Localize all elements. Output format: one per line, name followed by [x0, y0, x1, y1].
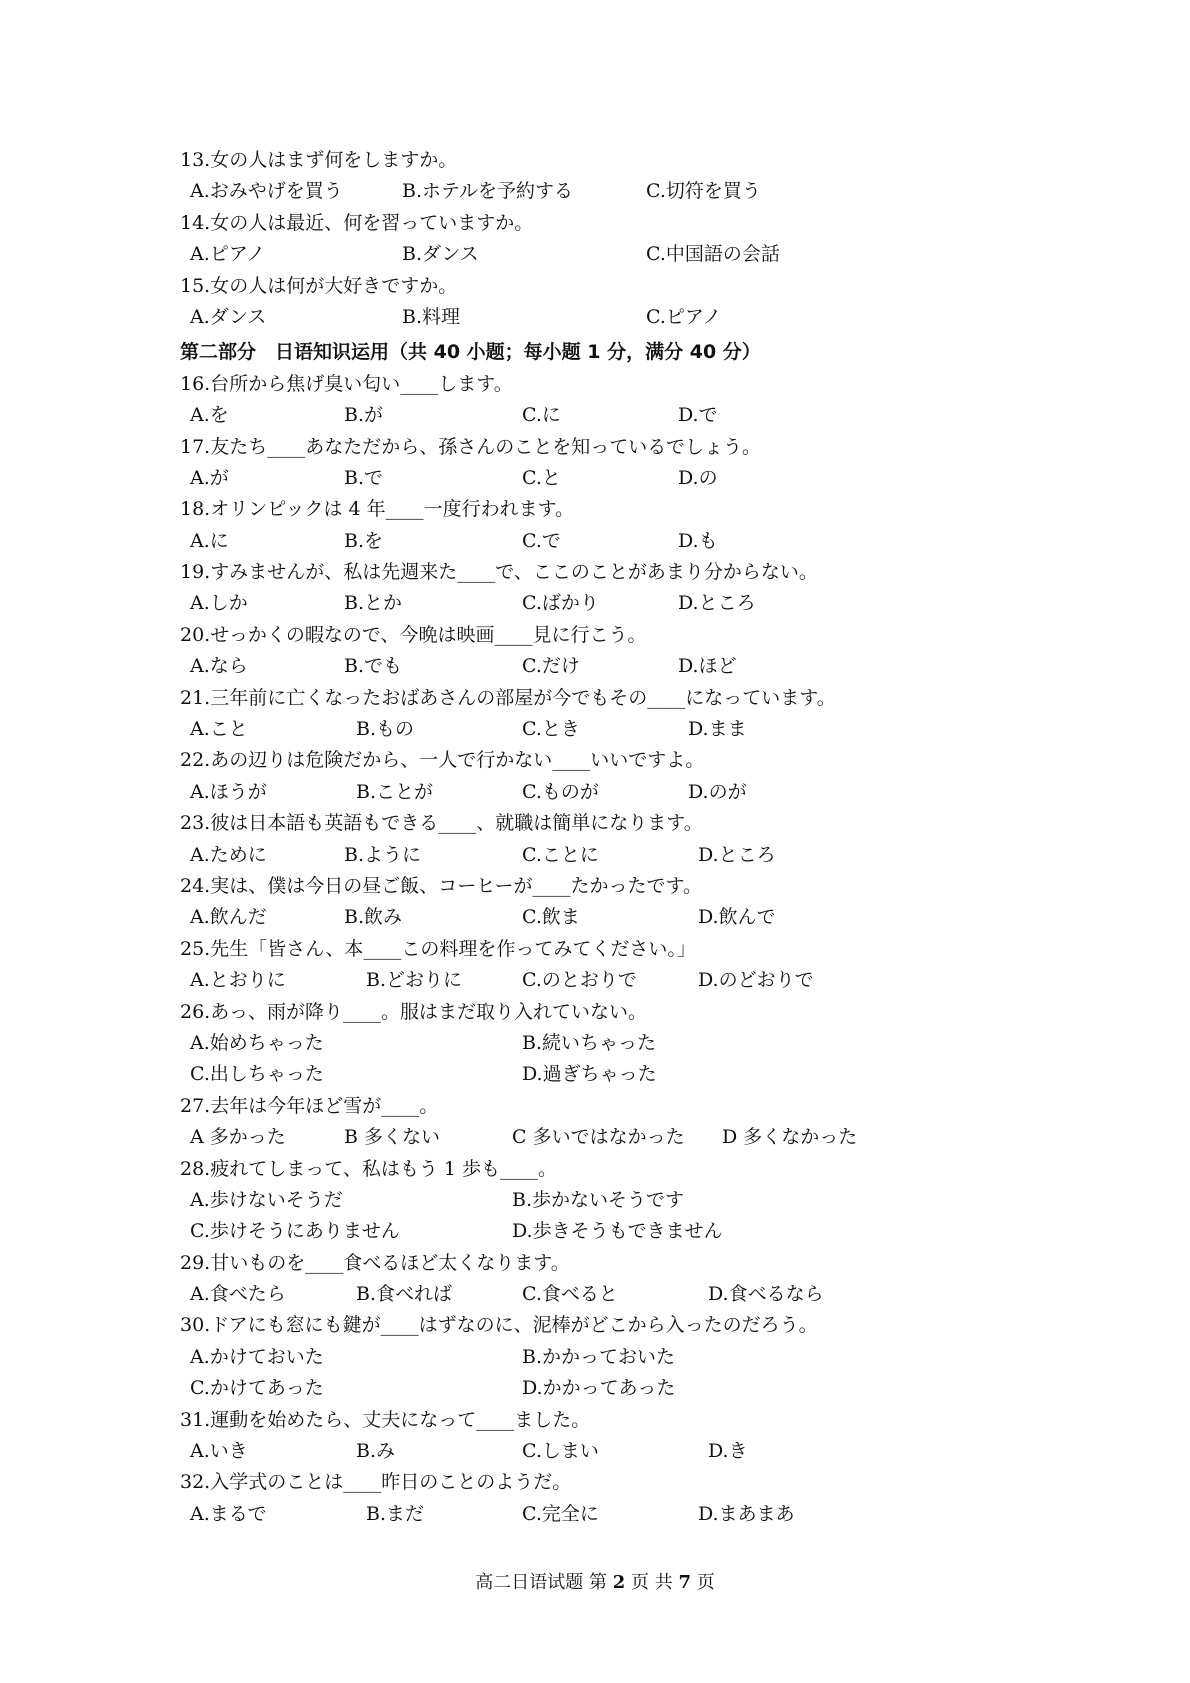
option-a: A.なら [190, 655, 248, 678]
option-a: A.こと [190, 718, 248, 741]
footer-prefix: 高二日语试题 第 [475, 1572, 613, 1593]
question-32: 32.入学式のことは____昨日のことのようだ。 [180, 1471, 572, 1494]
option-a: A.を [190, 404, 229, 427]
options-31 [180, 1436, 1080, 1467]
option-d: D.歩きそうもできません [512, 1220, 723, 1243]
option-c: C.ものが [522, 780, 599, 803]
option-d: D.で [678, 404, 718, 427]
option-b: B.まだ [366, 1502, 425, 1525]
option-b: B.ことが [356, 780, 434, 803]
options-13 [180, 176, 1080, 207]
options-26-row-2 [180, 1059, 1080, 1090]
question-22: 22.あの辺りは危険だから、一人で行かない____いいですよ。 [180, 749, 705, 772]
option-a: A.が [190, 466, 229, 489]
option-d: D.ところ [678, 592, 756, 615]
question-26: 26.あっ、雨が降り____。服はまだ取り入れていない。 [180, 1000, 648, 1023]
option-b: B.を [344, 529, 384, 552]
question-13: 13.女の人はまず何をしますか。 [180, 149, 458, 171]
section-heading: 第二部分 日语知识运用（共 40 小题；每小题 1 分，满分 40 分） [180, 341, 761, 364]
option-d: D.かかってあった [522, 1377, 676, 1400]
question-20: 20.せっかくの暇なので、今晩は映画____見に行こう。 [180, 623, 647, 646]
option-a: A.おみやげを買う [190, 180, 343, 203]
options-18 [180, 526, 1080, 557]
question-27: 27.去年は今年ほど雪が____。 [180, 1094, 439, 1117]
option-a: A 多かった [190, 1126, 286, 1149]
option-c: C.ピアノ [646, 305, 722, 328]
options-29 [180, 1279, 1080, 1310]
options-24 [180, 902, 1080, 933]
option-c: C.かけてあった [190, 1377, 324, 1400]
option-c: C.ことに [522, 843, 599, 866]
option-b: B.どおりに [366, 969, 463, 992]
option-d: D.ほど [678, 655, 737, 678]
option-a: A.かけておいた [190, 1345, 324, 1368]
question-21: 21.三年前に亡くなったおばあさんの部屋が今でもその____になっています。 [180, 686, 836, 709]
option-b: B.かかっておいた [522, 1345, 676, 1368]
options-25 [180, 965, 1080, 996]
option-b: B.続いちゃった [522, 1031, 657, 1054]
options-23 [180, 840, 1080, 871]
options-27 [180, 1122, 1080, 1153]
option-b: B.ホテルを予約する [402, 180, 574, 203]
option-d: D.食べるなら [708, 1283, 824, 1306]
option-c: C.だけ [522, 655, 580, 678]
option-b: B.歩かないそうです [512, 1188, 685, 1211]
footer-total-pages: 7 [678, 1572, 691, 1593]
option-b: B.とか [344, 592, 403, 615]
option-d: D.の [678, 466, 718, 489]
options-17 [180, 463, 1080, 494]
options-22 [180, 777, 1080, 808]
question-25: 25.先生「皆さん、本____この料理を作ってみてください。」 [180, 937, 696, 960]
question-23: 23.彼は日本語も英語もできる____、就職は簡単になります。 [180, 812, 703, 835]
option-c: C.しまい [522, 1440, 599, 1463]
options-15 [180, 302, 1080, 333]
options-21 [180, 714, 1080, 745]
option-b: B.飲み [344, 906, 403, 929]
option-b: B.料理 [402, 305, 461, 328]
option-b: B.ように [344, 843, 422, 866]
option-d: D.飲んで [698, 906, 776, 929]
option-a: A.飲んだ [190, 906, 267, 929]
options-32 [180, 1499, 1080, 1530]
option-d: D 多くなかった [722, 1126, 858, 1149]
option-d: D.も [678, 529, 718, 552]
option-d: D.まま [688, 718, 747, 741]
option-a: A.いき [190, 1440, 248, 1463]
options-28-row-2 [180, 1216, 1080, 1247]
option-c: C.と [522, 466, 561, 489]
question-24: 24.実は、僕は今日の昼ご飯、コーヒーが____たかったです。 [180, 874, 702, 897]
question-30: 30.ドアにも窓にも鍵が____はずなのに、泥棒がどこから入ったのだろう。 [180, 1314, 818, 1337]
question-28: 28.疲れてしまって、私はもう 1 歩も____。 [180, 1157, 558, 1180]
option-a: A.始めちゃった [190, 1031, 324, 1054]
option-c: C.歩けそうにありません [190, 1220, 400, 1243]
footer-suffix: 页 [690, 1572, 715, 1593]
footer-mid: 页 共 [625, 1572, 679, 1593]
options-26-row-1 [180, 1028, 1080, 1059]
question-16: 16.台所から焦げ臭い匂い____します。 [180, 372, 513, 395]
option-a: A.ダンス [190, 305, 267, 328]
option-a: A.まるで [190, 1502, 267, 1525]
option-b: B 多くない [344, 1126, 441, 1149]
options-14 [180, 239, 1080, 270]
option-a: A.歩けないそうだ [190, 1188, 343, 1211]
option-a: A.ピアノ [190, 243, 266, 266]
option-b: B.が [344, 404, 384, 427]
options-30-row-2 [180, 1373, 1080, 1404]
option-b: B.ダンス [402, 243, 479, 266]
option-b: B.でも [344, 655, 403, 678]
option-c: C.完全に [522, 1502, 599, 1525]
option-c: C.とき [522, 718, 580, 741]
option-b: B.で [344, 466, 384, 489]
option-a: A.食べたら [190, 1283, 286, 1306]
option-c: C.で [522, 529, 561, 552]
question-15: 15.女の人は何が大好きですか。 [180, 274, 458, 297]
option-c: C.切符を買う [646, 180, 761, 203]
option-c: C.のとおりで [522, 969, 637, 992]
option-d: D.過ぎちゃった [522, 1063, 657, 1086]
option-d: D.ところ [698, 843, 776, 866]
question-14: 14.女の人は最近、何を習っていますか。 [180, 211, 534, 234]
option-b: B.もの [356, 718, 415, 741]
question-19: 19.すみませんが、私は先週来た____で、ここのことがあまり分からない。 [180, 561, 818, 584]
question-31: 31.運動を始めたら、丈夫になって____ました。 [180, 1408, 591, 1431]
option-c: C 多いではなかった [512, 1126, 685, 1149]
option-a: A.とおりに [190, 969, 286, 992]
question-29: 29.甘いものを____食べるほど太くなります。 [180, 1251, 570, 1274]
options-16 [180, 400, 1080, 431]
option-c: C.ばかり [522, 592, 599, 615]
option-c: C.に [522, 404, 561, 427]
option-c: C.食べると [522, 1283, 618, 1306]
option-a: A.しか [190, 592, 248, 615]
options-20 [180, 651, 1080, 682]
option-b: B.み [356, 1440, 396, 1463]
option-a: A.に [190, 529, 229, 552]
option-d: D.き [708, 1440, 748, 1463]
option-a: A.ために [190, 843, 267, 866]
question-17: 17.友たち____あなただから、孫さんのことを知っているでしょう。 [180, 435, 762, 458]
option-a: A.ほうが [190, 780, 267, 803]
option-d: D.のが [688, 780, 747, 803]
option-c: C.飲ま [522, 906, 580, 929]
option-b: B.食べれば [356, 1283, 453, 1306]
question-18: 18.オリンピックは 4 年____一度行われます。 [180, 498, 575, 521]
options-28-row-1 [180, 1185, 1080, 1216]
exam-content [180, 145, 1080, 1530]
option-d: D.のどおりで [698, 969, 814, 992]
footer-page-number: 2 [612, 1572, 626, 1593]
option-c: C.中国語の会話 [646, 243, 780, 266]
options-30-row-1 [180, 1342, 1080, 1373]
option-d: D.まあまあ [698, 1502, 795, 1525]
options-19 [180, 588, 1080, 619]
option-c: C.出しちゃった [190, 1063, 324, 1086]
page-footer [0, 1568, 1190, 1594]
